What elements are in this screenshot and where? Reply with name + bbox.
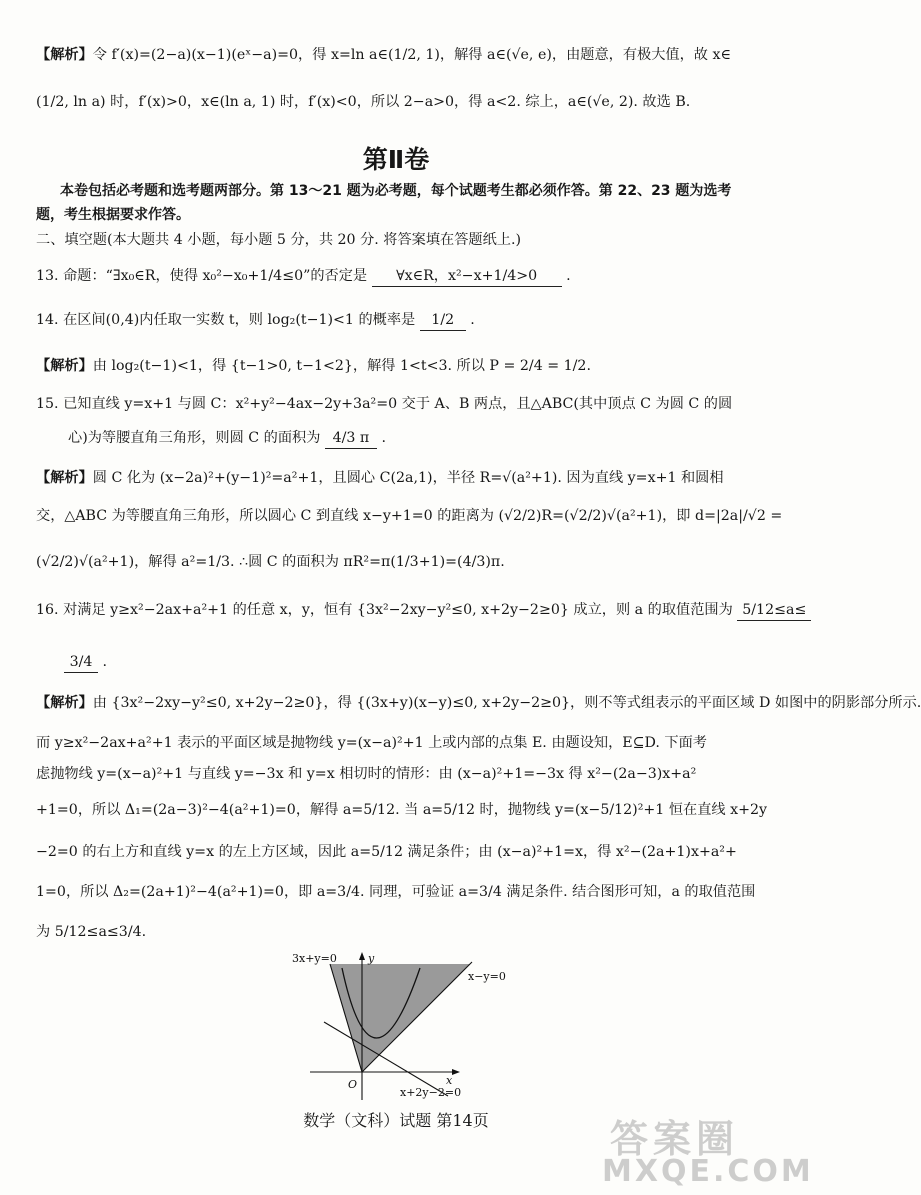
question-16-solution-2: 而 y≥x²−2ax+a²+1 表示的平面区域是抛物线 y=(x−a)²+1 上或内部的点集 E. 由题设知，E⊆D. 下面考	[36, 735, 707, 751]
question-16-solution-3: 虑抛物线 y=(x−a)²+1 与直线 y=−3x 和 y=x 相切时的情形：由 (x−a)²+1=−3x 得 x²−(2a−3)x+a²	[36, 766, 697, 782]
question-14	[36, 310, 475, 331]
question-15-end: .	[381, 430, 386, 446]
question-15-line-2	[68, 428, 386, 449]
solution-tag: 【解析】	[36, 695, 93, 711]
question-16-answer-part-1: 5/12≤a≤	[737, 600, 811, 621]
page-footer: 数学（文科）试题 第14页	[303, 1111, 489, 1130]
label-origin: O	[348, 1078, 358, 1091]
question-15-answer: 4/3 π	[325, 428, 377, 449]
label-x-minus-y: x−y=0	[468, 970, 506, 983]
question-13-answer: ∀x∈R，x²−x+1/4>0	[372, 266, 562, 287]
question-15-text: 心)为等腰直角三角形，则圆 C 的面积为	[68, 430, 321, 446]
watermark-text-1: 答案圈	[610, 1116, 740, 1161]
label-x-plus-2y: x+2y−2=0	[400, 1086, 462, 1099]
question-16-solution-7: 为 5/12≤a≤3/4.	[36, 924, 147, 940]
intro-line-1: 本卷包括必考题和选考题两部分。第 13～21 题为必考题，每个试题考生都必须作答。第 22、23 题为选考	[60, 183, 732, 199]
question-14-solution-text: 由 log₂(t−1)<1，得 {t−1>0, t−1<2}，解得 1<t<3. 所以 P = 2/4 = 1/2.	[92, 358, 591, 374]
question-15-solution-text-1: 圆 C 化为 (x−2a)²+(y−1)²=a²+1，且圆心 C(2a,1)，半径 R=√(a²+1). 因为直线 y=x+1 和圆相	[92, 470, 724, 486]
question-14-end: .	[470, 312, 475, 328]
question-16-answer-part-2: 3/4	[64, 652, 98, 673]
question-16-end: .	[102, 654, 108, 670]
watermark-text-2: MXQE.COM	[602, 1154, 814, 1189]
question-14-text: 14. 在区间(0,4)内任取一实数 t，则 log₂(t−1)<1 的概率是	[36, 312, 416, 328]
question-13	[36, 266, 571, 287]
label-y-axis: y	[368, 952, 375, 965]
prev-solution-line-2: (1/2, ln a) 时，f′(x)>0，x∈(ln a, 1) 时，f′(x)<0，所以 2−a>0，得 a<2. 综上，a∈(√e, 2). 故选 B.	[36, 94, 691, 110]
prev-solution-text-1: 令 f′(x)=(2−a)(x−1)(eˣ−a)=0，得 x=ln a∈(1/2, 1)，解得 a∈(√e, e)，由题意，有极大值，故 x∈	[92, 47, 731, 63]
intro-line-2: 题，考生根据要求作答。	[36, 207, 190, 223]
question-15-solution-2: 交，△ABC 为等腰直角三角形，所以圆心 C 到直线 x−y+1=0 的距离为 (√2/2)R=(√2/2)√(a²+1)，即 d=|2a|/√2 =	[36, 508, 783, 524]
question-16-solution-4: +1=0，所以 Δ₁=(2a−3)²−4(a²+1)=0，解得 a=5/12. 当 a=5/12 时，抛物线 y=(x−5/12)²+1 恒在直线 x+2y	[36, 802, 768, 818]
question-16-text: 16. 对满足 y≥x²−2ax+a²+1 的任意 x，y，恒有 {3x²−2xy−y²≤0, x+2y−2≥0} 成立，则 a 的取值范围为	[36, 602, 733, 618]
question-16-solution-text-1: 由 {3x²−2xy−y²≤0, x+2y−2≥0}，得 {(3x+y)(x−y)≤0, x+2y−2≥0}，则不等式组表示的平面区域 D 如图中的阴影部分所示.	[92, 695, 921, 711]
fill-in-heading: 二、填空题(本大题共 4 小题，每小题 5 分，共 20 分. 将答案填在答题纸上.)	[36, 232, 522, 248]
label-3x-plus-y: 3x+y=0	[292, 952, 337, 965]
question-16-solution-6: 1=0，所以 Δ₂=(2a+1)²−4(a²+1)=0，即 a=3/4. 同理，可验证 a=3/4 满足条件. 结合图形可知，a 的取值范围	[36, 884, 756, 900]
question-13-text: 13. 命题：“∃x₀∈R，使得 x₀²−x₀+1/4≤0”的否定是	[36, 268, 368, 284]
question-15-line-1: 15. 已知直线 y=x+1 与圆 C：x²+y²−4ax−2y+3a²=0 交于 A、B 两点，且△ABC(其中顶点 C 为圆 C 的圆	[36, 396, 733, 412]
section-title: 第Ⅱ卷	[362, 145, 430, 174]
x-axis-arrow-icon	[452, 1069, 460, 1075]
question-16-solution-5: −2=0 的右上方和直线 y=x 的左上方区域，因此 a=5/12 满足条件；由 (x−a)²+1=x，得 x²−(2a+1)x+a²+	[36, 844, 737, 860]
watermark-logo	[596, 1108, 814, 1190]
prev-solution-line-1	[36, 45, 731, 65]
question-15-solution-3: (√2/2)√(a²+1)，解得 a²=1/3. ∴圆 C 的面积为 πR²=π(1/3+1)=(4/3)π.	[36, 554, 505, 570]
shaded-region	[330, 964, 470, 1072]
solution-tag: 【解析】	[36, 358, 93, 374]
solution-tag: 【解析】	[36, 47, 93, 63]
question-15-solution-1	[36, 468, 724, 488]
question-16-line-1	[36, 600, 811, 621]
question-13-end: .	[566, 268, 571, 284]
question-16-line-2	[64, 652, 107, 673]
label-x-axis: x	[446, 1074, 453, 1087]
solution-tag: 【解析】	[36, 470, 93, 486]
question-16-solution-1	[36, 693, 921, 713]
question-14-solution	[36, 356, 591, 376]
question-14-answer: 1/2	[420, 310, 466, 331]
feasible-region-figure	[290, 950, 520, 1110]
y-axis-arrow-icon	[359, 952, 365, 960]
